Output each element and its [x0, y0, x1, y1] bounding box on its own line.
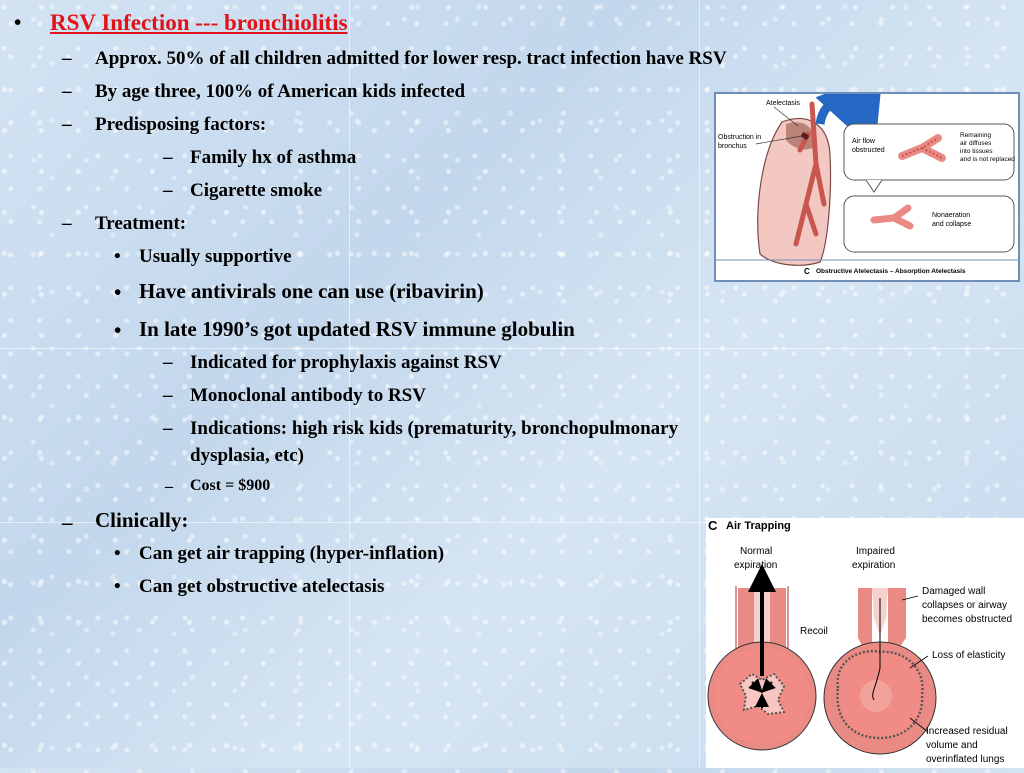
bullet-marker: • [114, 576, 121, 597]
bullet-text: Can get obstructive atelectasis [139, 576, 385, 597]
label-remaining: air diffuses [960, 140, 992, 147]
background-seam [349, 0, 350, 768]
bullet-text-continuation: dysplasia, etc) [190, 445, 304, 466]
label-increased: overinflated lungs [926, 754, 1005, 765]
callout-box-nonaeration [844, 196, 1014, 252]
dash-marker: – [163, 180, 173, 201]
label-impaired: Impaired [856, 546, 895, 557]
bullet-marker: • [114, 318, 122, 342]
callout-pointer-icon [866, 180, 882, 192]
label-damaged: Damaged wall [922, 586, 986, 597]
dash-marker: – [62, 114, 72, 135]
dash-marker: – [163, 418, 173, 439]
label-nonaeration: and collapse [932, 221, 972, 228]
bullet-text: Indicated for prophylaxis against RSV [190, 352, 502, 373]
bullet-text: Clinically: [95, 508, 189, 532]
label-airflow: Air flow [852, 138, 875, 145]
label-remaining: Remaining [960, 132, 992, 139]
dash-marker: – [163, 352, 173, 373]
bullet-text: In late 1990’s got updated RSV immune globulin [139, 317, 575, 341]
bullet-text: Treatment: [95, 213, 187, 234]
label-impaired: expiration [852, 560, 896, 571]
label-normal: expiration [734, 560, 778, 571]
bullet-text: Family hx of asthma [190, 147, 357, 168]
label-increased: volume and [926, 740, 978, 751]
label-remaining: into tissues [960, 148, 993, 155]
atelectasis-illustration [716, 94, 1018, 280]
label-remaining: and is not replaced [960, 156, 1015, 163]
dash-marker: – [62, 213, 72, 234]
bullet-text: Have antivirals one can use (ribavirin) [139, 279, 484, 303]
bullet-text: Monoclonal antibody to RSV [190, 385, 426, 406]
bullet-text: By age three, 100% of American kids infected [95, 81, 466, 102]
dash-marker: – [163, 147, 173, 168]
background-seam [0, 348, 1024, 349]
dash-marker: – [62, 81, 72, 102]
bullet-marker: • [14, 10, 22, 34]
bullet-text: Predisposing factors: [95, 114, 267, 135]
label-loss-elasticity: Loss of elasticity [932, 650, 1006, 661]
label-atelectasis: Atelectasis [766, 100, 800, 107]
label-normal: Normal [740, 546, 773, 557]
label-obstruction: bronchus [718, 143, 747, 150]
label-airflow: obstructed [852, 147, 885, 154]
bullet-text: Indications: high risk kids (prematurity, bronchopulmonary [190, 418, 679, 439]
label-nonaeration: Nonaeration [932, 212, 971, 219]
bullet-text: Approx. 50% of all children admitted for lower resp. tract infection have RSV [95, 48, 727, 69]
label-damaged: collapses or airway [922, 600, 1008, 611]
dash-marker: – [62, 48, 72, 69]
air-trapping-figure [706, 518, 1024, 768]
obstruction-shape [802, 134, 808, 138]
figure-letter: C [708, 518, 718, 533]
dash-marker: – [62, 510, 73, 534]
dash-marker: – [163, 385, 173, 406]
label-increased: Increased residual [926, 726, 1008, 737]
slide-title: RSV Infection --- bronchiolitis [50, 10, 348, 35]
dash-marker: – [165, 478, 173, 495]
bullet-marker: • [114, 246, 121, 267]
figure-caption: Obstructive Atelectasis – Absorption Atelectasis [816, 268, 966, 275]
bullet-text: Usually supportive [139, 246, 292, 267]
curved-arrow-icon [820, 101, 862, 124]
bullet-marker: • [114, 280, 122, 304]
atelectasis-figure [714, 92, 1020, 282]
bullet-marker: • [114, 543, 121, 564]
label-recoil: Recoil [800, 626, 828, 637]
caption-letter: C [804, 267, 810, 276]
label-obstruction: Obstruction in [718, 134, 762, 141]
background-seam [699, 0, 700, 768]
bullet-text: Can get air trapping (hyper-inflation) [139, 543, 445, 564]
label-damaged: becomes obstructed [922, 614, 1013, 625]
figure-title: Air Trapping [726, 520, 791, 532]
bullet-text: Cost = $900 [190, 477, 271, 494]
bullet-text: Cigarette smoke [190, 180, 323, 201]
trapped-air-shape [860, 680, 892, 712]
